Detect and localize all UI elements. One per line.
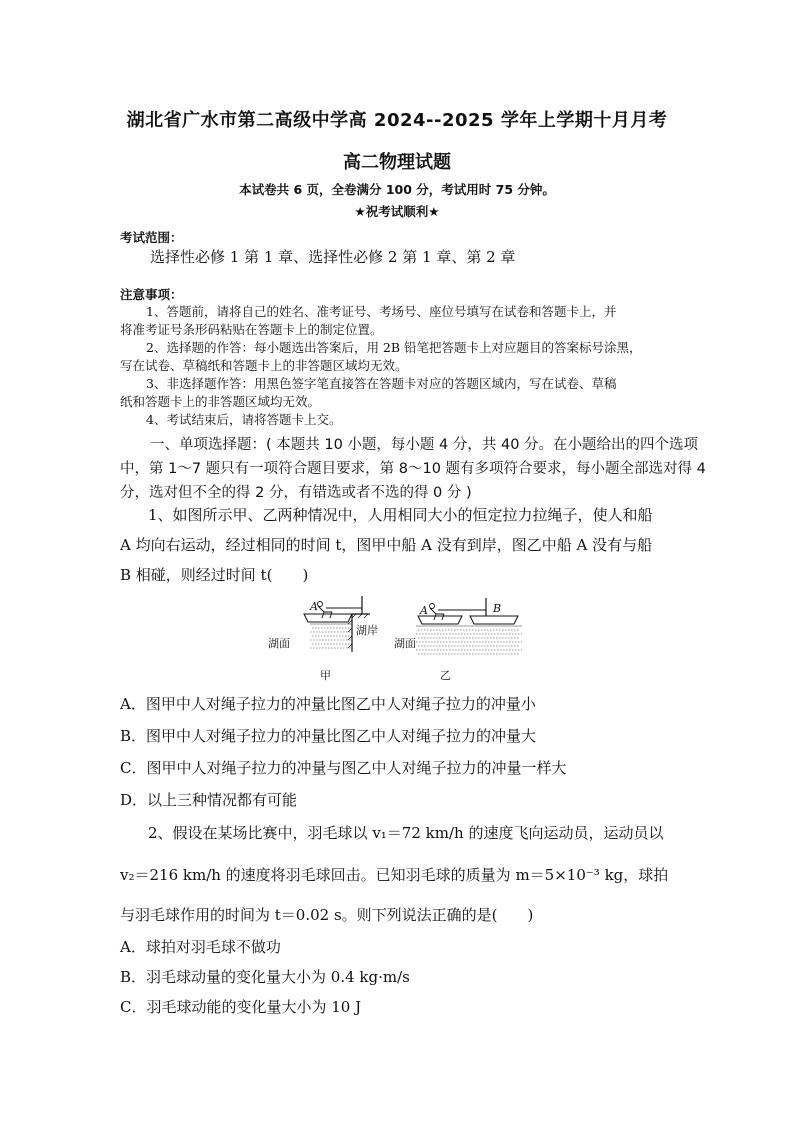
notes-label: 注意事项： <box>120 287 183 302</box>
note-line: 4、考试结束后，请将答题卡上交。 <box>146 412 342 427</box>
note-line: 纸和答题卡上的非答题区域均无效。 <box>120 394 321 409</box>
boat-a-right <box>418 616 462 624</box>
water-right <box>416 626 522 654</box>
question-1-option-a: A．图甲中人对绳子拉力的冲量比图乙中人对绳子拉力的冲量小 <box>120 695 536 713</box>
question-1-option-b: B．图甲中人对绳子拉力的冲量比图乙中人对绳子拉力的冲量大 <box>120 727 537 745</box>
section-instructions: 一、单项选择题：( 本题共 10 小题，每小题 4 分，共 40 分。在小题给出的四个选项 <box>150 437 699 453</box>
question-2-stem: 2、假设在某场比赛中，羽毛球以 v₁＝72 km/h 的速度飞向运动员，运动员以 <box>148 824 664 842</box>
exam-info: 本试卷共 6 页，全卷满分 100 分，考试用时 75 分钟。 <box>239 182 555 197</box>
exam-wish: ★祝考试顺利★ <box>354 204 440 219</box>
note-line: 将准考证号条形码粘贴在答题卡上的制定位置。 <box>120 322 383 337</box>
question-1-option-c: C．图甲中人对绳子拉力的冲量与图乙中人对绳子拉力的冲量一样大 <box>120 759 567 777</box>
question-1-stem: B 相碰，则经过时间 t( ) <box>120 566 309 584</box>
water-left <box>310 624 352 648</box>
exam-title: 湖北省广水市第二高级中学高 2024--2025 学年上学期十月月考 <box>126 110 668 131</box>
note-line: 写在试卷、草稿纸和答题卡上的非答题区域均无效。 <box>120 358 408 373</box>
note-line: 2、选择题的作答：每小题选出答案后，用 2B 铅笔把答题卡上对应题目的答案标号涂黑， <box>146 340 642 355</box>
scope-content: 选择性必修 1 第 1 章、选择性必修 2 第 1 章、第 2 章 <box>150 248 516 266</box>
note-line: 1、答题前，请将自己的姓名、准考证号、考场号、座位号填写在试卷和答题卡上，并 <box>146 304 617 319</box>
question-2-stem: v₂＝216 km/h 的速度将羽毛球回击。已知羽毛球的质量为 m＝5×10⁻³ kg，球拍 <box>120 866 669 884</box>
question-1-figure <box>268 592 530 682</box>
boat-a-left <box>304 614 352 622</box>
exam-subtitle: 高二物理试题 <box>343 152 451 173</box>
caption-jia: 甲 <box>320 669 331 682</box>
scope-label: 考试范围： <box>120 230 183 245</box>
label-lake-left: 湖面 <box>268 637 290 650</box>
note-line: 3、非选择题作答：用黑色签字笔直接答在答题卡对应的答题区域内，写在试卷、草稿 <box>146 376 617 391</box>
boat-b <box>470 616 518 624</box>
question-2-option-c: C．羽毛球动能的变化量大小为 10 J <box>120 998 362 1016</box>
question-1-stem: 1、如图所示甲、乙两种情况中，人用相同大小的恒定拉力拉绳子，使人和船 <box>148 506 653 524</box>
question-2-option-a: A．球拍对羽毛球不做功 <box>120 938 281 956</box>
question-2-option-b: B．羽毛球动量的变化量大小为 0.4 kg·m/s <box>120 968 410 986</box>
question-2-stem: 与羽毛球作用的时间为 t＝0.02 s。则下列说法正确的是( ) <box>120 906 534 924</box>
label-shore: 湖岸 <box>356 624 378 637</box>
label-a-left: A <box>310 600 318 613</box>
label-a-right: A <box>420 604 428 617</box>
section-instructions: 中，第 1～7 题只有一项符合题目要求，第 8～10 题有多项符合要求，每小题全部选对得 4 <box>120 461 706 477</box>
label-lake-right: 湖面 <box>394 637 416 650</box>
question-1-option-d: D．以上三种情况都有可能 <box>120 791 298 809</box>
caption-yi: 乙 <box>440 669 451 682</box>
label-b: B <box>493 602 502 615</box>
section-instructions: 分，选对但不全的得 2 分，有错选或者不选的得 0 分 ) <box>120 485 472 501</box>
question-1-stem: A 均向右运动，经过相同的时间 t，图甲中船 A 没有到岸，图乙中船 A 没有与船 <box>120 536 653 554</box>
